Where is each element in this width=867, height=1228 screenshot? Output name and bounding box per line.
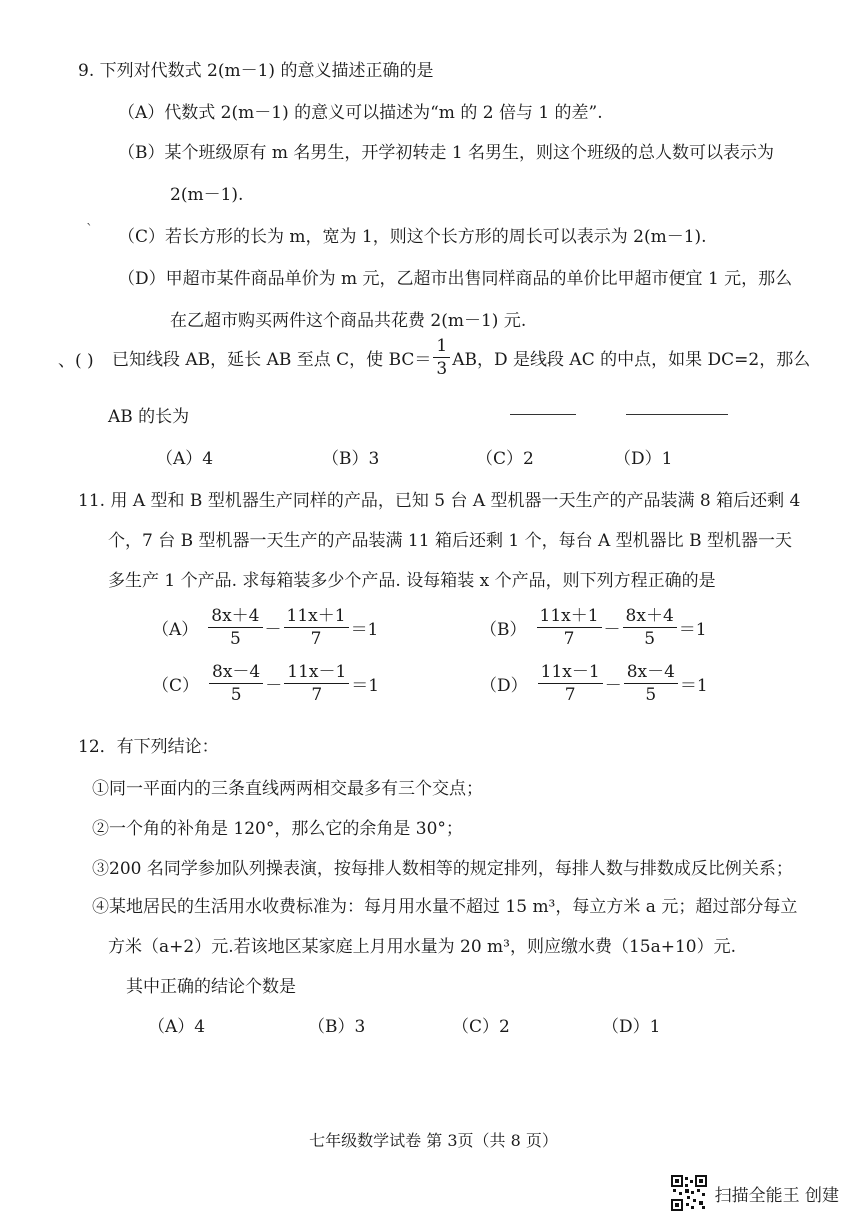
q10-stem-part1: 已知线段 AB，延长 AB 至点 C，使 BC＝ xyxy=(112,350,432,370)
q11-option-b xyxy=(480,606,707,649)
equation-rhs: ＝1 xyxy=(351,676,380,696)
numerator: 8x＋4 xyxy=(208,606,262,628)
q11-stem-line3: 多生产 1 个产品. 求每箱装多少个产品. 设每箱装 x 个产品，则下列方程正确的是 xyxy=(108,571,716,591)
denominator: 7 xyxy=(563,629,575,649)
q10-stem-line2: AB 的长为 xyxy=(108,407,190,427)
option-label: （C） xyxy=(152,676,200,696)
denominator: 7 xyxy=(564,685,576,705)
q11-stem-line2: 个，7 台 B 型机器一天生产的产品装满 11 箱后还剩 1 个，每台 A 型机器比 B 型机器一天 xyxy=(108,531,792,551)
q12-statement-4-line1: ④某地居民的生活用水收费标准为：每月用水量不超过 15 m³，每立方米 a 元；超过部分每立 xyxy=(92,897,798,917)
minus-sign: － xyxy=(264,620,282,640)
q11-option-d xyxy=(480,662,708,705)
equation-fraction xyxy=(284,662,349,705)
q9-option-b-line2: 2(m－1). xyxy=(170,185,244,205)
q12-option-b: （B）3 xyxy=(308,1017,366,1037)
equation-fraction xyxy=(284,606,349,649)
numerator: 8x－4 xyxy=(209,662,263,684)
option-label: （D） xyxy=(480,676,528,696)
equation-rhs: ＝1 xyxy=(678,620,707,640)
q10-fraction-numerator: 1 xyxy=(433,336,450,358)
q10-stem xyxy=(112,336,810,379)
denominator: 5 xyxy=(645,685,657,705)
q12-option-d: （D）1 xyxy=(602,1017,661,1037)
numerator: 8x－4 xyxy=(624,662,678,684)
page-footer: 七年级数学试卷 第 3页（共 8 页） xyxy=(309,1131,558,1150)
q12-question: 其中正确的结论个数是 xyxy=(126,977,296,997)
q10-option-b: （B）3 xyxy=(322,449,380,469)
minus-sign: － xyxy=(265,676,283,696)
denominator: 5 xyxy=(230,685,242,705)
equation-fraction xyxy=(538,662,603,705)
q12-option-a: （A）4 xyxy=(148,1017,206,1037)
q10-option-c: （C）2 xyxy=(476,449,534,469)
q12-option-c: （C）2 xyxy=(452,1017,510,1037)
option-label: （B） xyxy=(480,620,527,640)
q9-option-d-line1: （D）甲超市某件商品单价为 m 元，乙超市出售同样商品的单价比甲超市便宜 1 元，那么 xyxy=(118,269,793,289)
q9-option-c: （C）若长方形的长为 m，宽为 1，则这个长方形的周长可以表示为 2(m－1). xyxy=(118,227,707,247)
answer-blank-line xyxy=(626,414,728,415)
q12-stem: 12．有下列结论： xyxy=(78,737,219,757)
option-label: （A） xyxy=(152,620,199,640)
equation-fraction xyxy=(537,606,602,649)
q10-option-d: （D）1 xyxy=(614,449,673,469)
q10-fraction-denominator: 3 xyxy=(436,359,448,379)
denominator: 7 xyxy=(311,685,323,705)
q10-option-a: （A）4 xyxy=(156,449,214,469)
numerator: 8x＋4 xyxy=(623,606,677,628)
q12-statement-1: ①同一平面内的三条直线两两相交最多有三个交点； xyxy=(92,779,483,799)
equation-fraction xyxy=(209,662,263,705)
qr-code-icon xyxy=(671,1175,707,1211)
equation-fraction xyxy=(208,606,262,649)
numerator: 11x－1 xyxy=(284,662,349,684)
q12-statement-2: ②一个角的补角是 120°，那么它的余角是 30°； xyxy=(92,819,463,839)
stray-mark: ˋ xyxy=(86,222,93,238)
denominator: 7 xyxy=(310,629,322,649)
q12-statement-4-line2: 方米（a+2）元.若该地区某家庭上月用水量为 20 m³，则应缴水费（15a+10）元. xyxy=(108,937,737,957)
equation-rhs: ＝1 xyxy=(679,676,708,696)
scanner-watermark xyxy=(671,1175,839,1211)
q11-option-a xyxy=(152,606,378,649)
minus-sign: － xyxy=(603,620,621,640)
numerator: 11x＋1 xyxy=(537,606,602,628)
denominator: 5 xyxy=(229,629,241,649)
numerator: 11x－1 xyxy=(538,662,603,684)
numerator: 11x＋1 xyxy=(284,606,349,628)
equation-rhs: ＝1 xyxy=(350,620,379,640)
q10-fraction xyxy=(433,336,450,379)
q9-stem: 9. 下列对代数式 2(m－1) 的意义描述正确的是 xyxy=(78,61,434,81)
q12-statement-3: ③200 名同学参加队列操表演，按每排人数相等的规定排列，每排人数与排数成反比例关系； xyxy=(92,859,793,879)
q9-option-d-line2: 在乙超市购买两件这个商品共花费 2(m－1) 元. xyxy=(170,311,527,331)
equation-fraction xyxy=(624,662,678,705)
q11-option-c xyxy=(152,662,379,705)
denominator: 5 xyxy=(644,629,656,649)
minus-sign: － xyxy=(604,676,622,696)
q9-option-a: （A）代数式 2(m－1) 的意义可以描述为“m 的 2 倍与 1 的差”. xyxy=(118,103,603,123)
watermark-text: 扫描全能王 创建 xyxy=(714,1185,839,1206)
q10-stem-part2: AB，D 是线段 AC 的中点，如果 DC=2，那么 xyxy=(452,350,811,370)
equation-fraction xyxy=(623,606,677,649)
q10-number: 、( ) xyxy=(58,351,94,371)
answer-blank-line xyxy=(510,414,576,415)
q11-stem-line1: 11. 用 A 型和 B 型机器生产同样的产品，已知 5 台 A 型机器一天生产的产品装满 8 箱后还剩 4 xyxy=(78,491,801,511)
q9-option-b-line1: （B）某个班级原有 m 名男生，开学初转走 1 名男生，则这个班级的总人数可以表示为 xyxy=(118,143,775,163)
